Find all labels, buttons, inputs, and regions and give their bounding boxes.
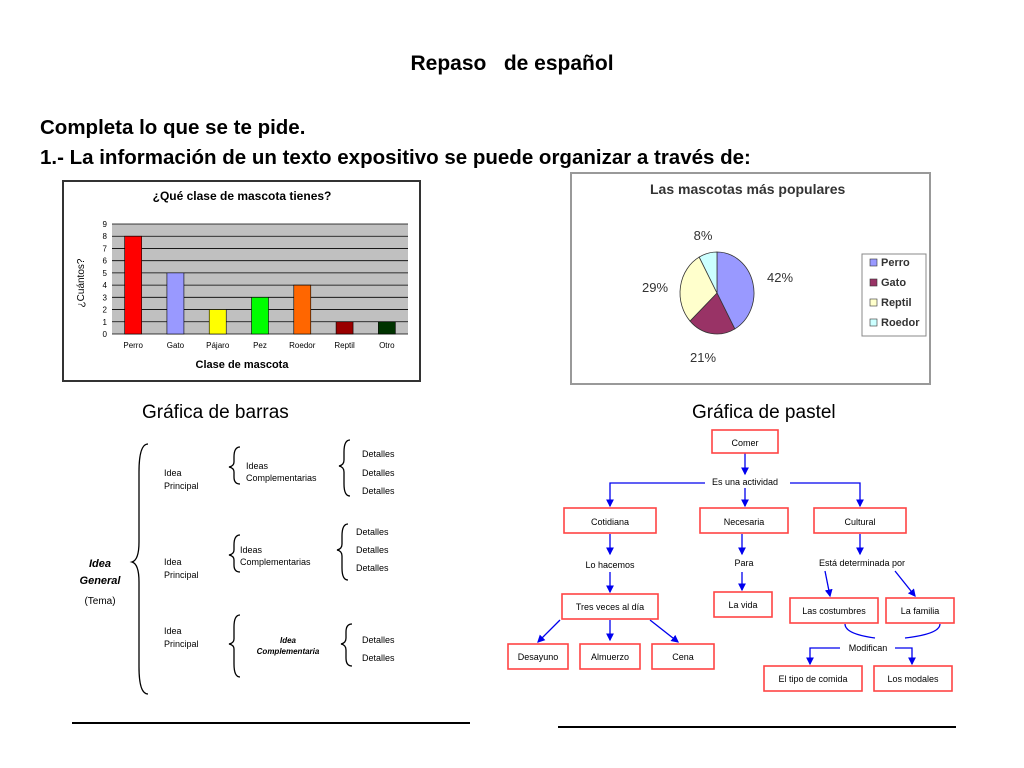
bar-pez [252, 297, 269, 334]
bar-y-tick-label: 2 [102, 305, 107, 315]
root-idea-sub: (Tema) [84, 596, 116, 607]
caption-bar-chart: Gráfica de barras [142, 402, 289, 423]
pie-slices [680, 252, 754, 334]
main-idea-2-line-1: Idea [164, 557, 182, 567]
node-cotidiana-label: Cotidiana [590, 517, 630, 527]
detail-2-1: Detalles [356, 527, 389, 537]
bar-roedor [294, 285, 311, 334]
node-desayuno-label: Desayuno [517, 652, 559, 662]
comp-ideas-1-line-1: Ideas [246, 461, 269, 471]
bar-x-tick-label: Pez [253, 341, 267, 350]
detail-2-3: Detalles [356, 563, 389, 573]
answer-blank-1[interactable] [72, 722, 470, 724]
comp-ideas-2-line-1: Ideas [240, 545, 263, 555]
bar-y-tick-label: 3 [102, 293, 107, 303]
bar-x-tick-label: Reptil [334, 341, 355, 350]
link-determinada: Está determinada por [818, 558, 906, 568]
node-familia-label: La familia [900, 606, 940, 616]
node-almuerzo-label: Almuerzo [590, 652, 630, 662]
pie-label-perro: 42% [766, 270, 794, 285]
comp-ideas-1-line-2: Complementarias [246, 473, 317, 483]
instruction-line-1: Completa lo que se te pide. [40, 116, 306, 139]
idea-diagram [60, 432, 420, 702]
link-es-una-actividad: Es una actividad [711, 477, 779, 487]
bar-chart [62, 180, 422, 382]
pie-label-roedor: 8% [693, 228, 713, 243]
bar-y-tick-label: 8 [102, 232, 107, 242]
pie-chart [570, 172, 932, 386]
comp-idea-single-line-2: Complementaria [256, 647, 320, 656]
node-costumbres-label: Las costumbres [802, 606, 866, 616]
bar-y-tick-label: 5 [102, 268, 107, 278]
link-lo-hacemos: Lo hacemos [585, 560, 635, 570]
detail-1-3: Detalles [362, 486, 395, 496]
brace-details-3 [341, 624, 352, 666]
answer-blank-2[interactable] [558, 726, 956, 728]
bar-perro [125, 236, 142, 334]
comp-idea-single-line-1: Idea [279, 636, 297, 645]
caption-pie-chart: Gráfica de pastel [692, 402, 836, 423]
detail-2-2: Detalles [356, 545, 389, 555]
bar-x-tick-label: Pájaro [206, 341, 230, 350]
root-idea-line-1: Idea [88, 558, 112, 570]
page-title: Repaso de español [410, 52, 614, 75]
bar-y-tick-label: 9 [102, 220, 107, 229]
legend-label: Roedor [881, 317, 920, 329]
bar-y-tick-label: 4 [102, 281, 107, 291]
detail-3-1: Detalles [362, 635, 395, 645]
node-la-vida-label: La vida [728, 600, 758, 610]
main-idea-3-line-1: Idea [164, 626, 182, 636]
bar-x-tick-label: Gato [166, 341, 185, 350]
main-idea-2-line-2: Principal [164, 570, 199, 580]
bar-x-tick-label: Otro [379, 341, 395, 350]
detail-3-2: Detalles [362, 653, 395, 663]
bar-y-tick-label: 0 [102, 330, 107, 339]
bar-y-tick-label: 6 [102, 256, 107, 266]
legend-swatch [870, 259, 877, 266]
bar-otro [378, 322, 395, 334]
main-idea-3-line-2: Principal [164, 639, 199, 649]
legend-label: Perro [881, 257, 910, 269]
pie-label-gato: 21% [689, 350, 717, 365]
bar-x-tick-label: Roedor [289, 341, 316, 350]
pie-label-reptil: 29% [641, 280, 669, 295]
node-tres-veces-label: Tres veces al día [575, 602, 645, 612]
brace-comp-1 [229, 447, 240, 484]
bar-pájaro [209, 310, 226, 334]
node-modales-label: Los modales [887, 674, 939, 684]
brace-details-1 [339, 440, 350, 496]
concept-map [500, 426, 970, 698]
node-tipo-comida-label: El tipo de comida [778, 674, 848, 684]
instruction-line-2: 1.- La información de un texto expositivo se puede organizar a través de: [40, 146, 751, 169]
legend-label: Reptil [881, 297, 912, 309]
brace-comp-3 [229, 615, 240, 677]
brace-details-2 [337, 524, 348, 580]
link-modifican: Modifican [848, 643, 888, 653]
bar-reptil [336, 322, 353, 334]
node-necesaria-label: Necesaria [723, 517, 765, 527]
bar-y-tick-label: 7 [102, 244, 107, 254]
brace-root [132, 444, 148, 694]
node-cena-label: Cena [672, 652, 694, 662]
detail-1-2: Detalles [362, 468, 395, 478]
node-comer-label: Comer [731, 438, 759, 448]
brace-comp-2 [229, 535, 240, 572]
bar-chart-title: ¿Qué clase de mascota tienes? [152, 189, 332, 203]
main-idea-1-line-1: Idea [164, 468, 182, 478]
comp-ideas-2-line-2: Complementarias [240, 557, 311, 567]
legend-swatch [870, 299, 877, 306]
bar-y-label: ¿Cuántos? [76, 258, 87, 308]
legend-swatch [870, 279, 877, 286]
bar-gato [167, 273, 184, 334]
node-cultural-label: Cultural [844, 517, 876, 527]
bar-y-tick-label: 1 [102, 317, 107, 327]
legend-swatch [870, 319, 877, 326]
bar-x-label: Clase de mascota [195, 359, 289, 371]
pie-chart-title: Las mascotas más populares [650, 181, 846, 197]
legend-label: Gato [881, 277, 907, 289]
main-idea-1-line-2: Principal [164, 481, 199, 491]
detail-1-1: Detalles [362, 449, 395, 459]
link-para: Para [734, 558, 754, 568]
bar-x-tick-label: Perro [123, 341, 143, 350]
root-idea-line-2: General [79, 575, 121, 587]
